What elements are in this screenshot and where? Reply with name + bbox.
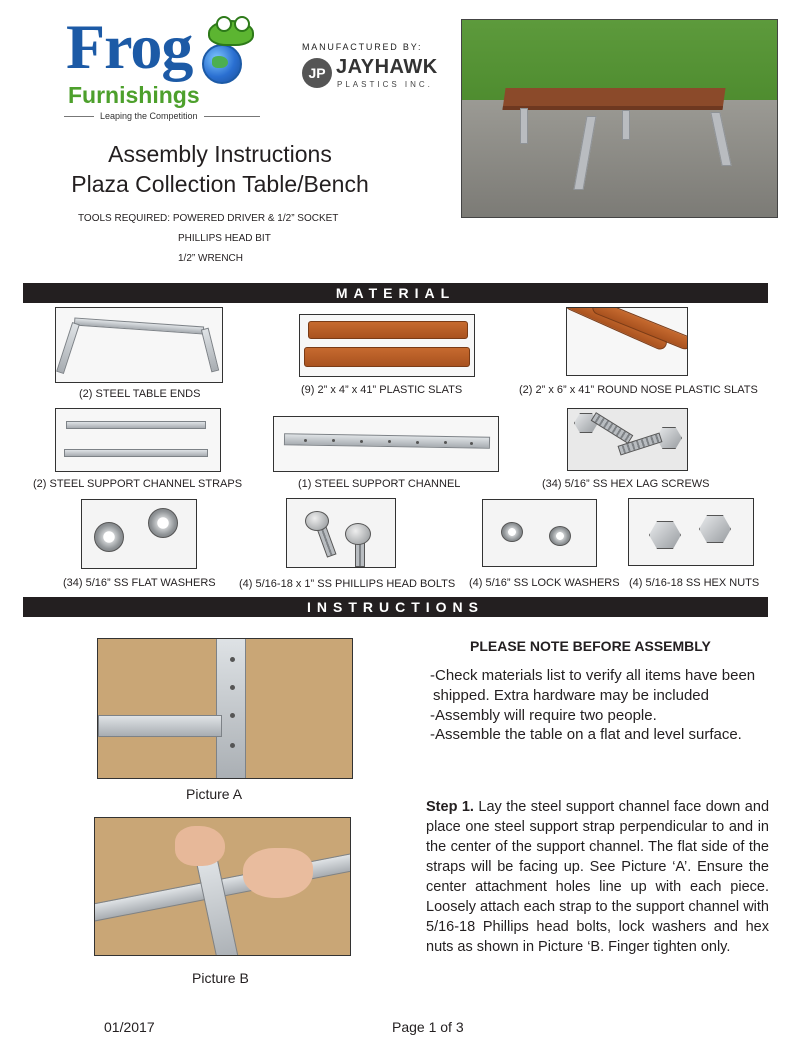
document-title [70, 139, 370, 199]
channel-hole [304, 439, 307, 442]
step-1-label: Step 1. [426, 799, 474, 815]
note-heading: PLEASE NOTE BEFORE ASSEMBLY [470, 638, 711, 654]
manufactured-by-label: MANUFACTURED BY: [302, 42, 423, 52]
note-line: -Assemble the table on a flat and level surface. [430, 726, 742, 743]
material-caption: (4) 5/16” SS LOCK WASHERS [469, 577, 620, 589]
logo-wordmark-frog: Frog [66, 11, 193, 82]
bolt-head [305, 511, 329, 531]
step-1-body: Lay the steel support channel face down and place one steel support strap perpendicular to and in the center of the support channel. The flat side of the straps will be facing up. See Picture ‘A’. Ensure the center attachment holes line up with each piece. Loosely attach each strap to the support channel with 5/16-18 Phillips head bolts, lock washers and hex nuts as shown in Picture ‘B. Finger tighten only. [426, 799, 770, 955]
hex-nut [699, 515, 731, 543]
channel-hole [230, 743, 235, 748]
flat-washer [94, 522, 124, 552]
table-end-leg [201, 328, 219, 373]
note-line: -Assembly will require two people. [430, 707, 657, 724]
jayhawk-name: JAYHAWK [336, 56, 438, 78]
material-section-banner: MATERIAL [23, 283, 768, 303]
channel-hole [332, 439, 335, 442]
lag-screw-shaft [591, 412, 634, 444]
channel-strap [196, 857, 240, 956]
channel-strap [66, 421, 206, 429]
hex-nuts-photo [628, 498, 754, 566]
lock-washer [501, 522, 523, 542]
channel-hole [470, 442, 473, 445]
picture-b-photo [94, 817, 351, 956]
picture-b-caption: Picture B [192, 970, 249, 986]
note-line: shipped. Extra hardware may be included [433, 687, 709, 704]
step-1-text [426, 797, 769, 957]
material-caption: (2) STEEL TABLE ENDS [79, 388, 201, 400]
hex-nut [649, 521, 681, 549]
picture-a-caption: Picture A [186, 786, 243, 802]
channel-strap [98, 715, 222, 737]
channel-hole [388, 440, 391, 443]
frog-icon [208, 20, 254, 46]
channel-hole [360, 440, 363, 443]
material-caption: (1) STEEL SUPPORT CHANNEL [298, 478, 461, 490]
material-caption: (4) 5/16-18 SS HEX NUTS [629, 577, 760, 589]
table-top-slats [502, 88, 725, 110]
instructions-section-banner: INSTRUCTIONS [23, 597, 768, 617]
picture-a-photo [97, 638, 353, 779]
material-caption: (34) 5/16” SS HEX LAG SCREWS [542, 478, 710, 490]
phillips-bolts-photo [286, 498, 396, 568]
hand [175, 826, 225, 866]
support-channel-photo [273, 416, 499, 472]
material-caption: (2) 2” x 6” x 41” ROUND NOSE PLASTIC SLATS [519, 384, 758, 396]
table-end-rail [74, 317, 204, 334]
table-leg [520, 108, 528, 144]
channel-strap [64, 449, 208, 457]
table-leg [622, 110, 630, 140]
table-product-photo [461, 19, 778, 218]
channel-hole [230, 713, 235, 718]
plastic-slats-photo [299, 314, 475, 377]
jayhawk-subtitle: PLASTICS INC. [337, 80, 433, 89]
footer-date: 01/2017 [104, 1019, 155, 1035]
support-channel [284, 433, 490, 449]
frog-furnishings-logo [64, 11, 260, 124]
lock-washers-photo [482, 499, 597, 567]
round-nose-slats-photo [566, 307, 688, 376]
title-line-1: Assembly Instructions [108, 141, 332, 167]
table-end-leg [56, 322, 80, 374]
footer-page-number: Page 1 of 3 [392, 1019, 464, 1035]
channel-hole [416, 441, 419, 444]
material-caption: (2) STEEL SUPPORT CHANNEL STRAPS [33, 478, 243, 490]
note-line: -Check materials list to verify all items have been [430, 667, 756, 684]
tools-line-1: TOOLS REQUIRED: POWERED DRIVER & 1/2” SOCKET [78, 213, 339, 224]
round-nose-slat [590, 307, 688, 351]
support-channel-straps-photo [55, 408, 221, 472]
channel-hole [230, 685, 235, 690]
bolt-head [345, 523, 371, 545]
lock-washer [549, 526, 571, 546]
logo-wordmark-furnishings: Furnishings [68, 82, 200, 108]
plastic-slat [308, 321, 468, 339]
title-line-2: Plaza Collection Table/Bench [71, 171, 369, 197]
material-caption: (34) 5/16” SS FLAT WASHERS [63, 577, 216, 589]
flat-washer [148, 508, 178, 538]
plastic-slat [304, 347, 470, 367]
material-caption: (4) 5/16-18 x 1” SS PHILLIPS HEAD BOLTS [239, 578, 456, 590]
tools-line-2: PHILLIPS HEAD BIT [178, 233, 271, 244]
tools-line-3: 1/2” WRENCH [178, 253, 244, 264]
steel-table-ends-photo [55, 307, 223, 383]
channel-hole [444, 441, 447, 444]
hex-lag-screws-photo [567, 408, 688, 471]
globe-icon [202, 44, 242, 84]
jayhawk-logo-icon: JP [302, 58, 332, 88]
material-caption: (9) 2” x 4” x 41” PLASTIC SLATS [301, 384, 463, 396]
logo-tagline: Leaping the Competition [94, 111, 204, 121]
hand [243, 848, 313, 898]
channel-hole [230, 657, 235, 662]
flat-washers-photo [81, 499, 197, 569]
